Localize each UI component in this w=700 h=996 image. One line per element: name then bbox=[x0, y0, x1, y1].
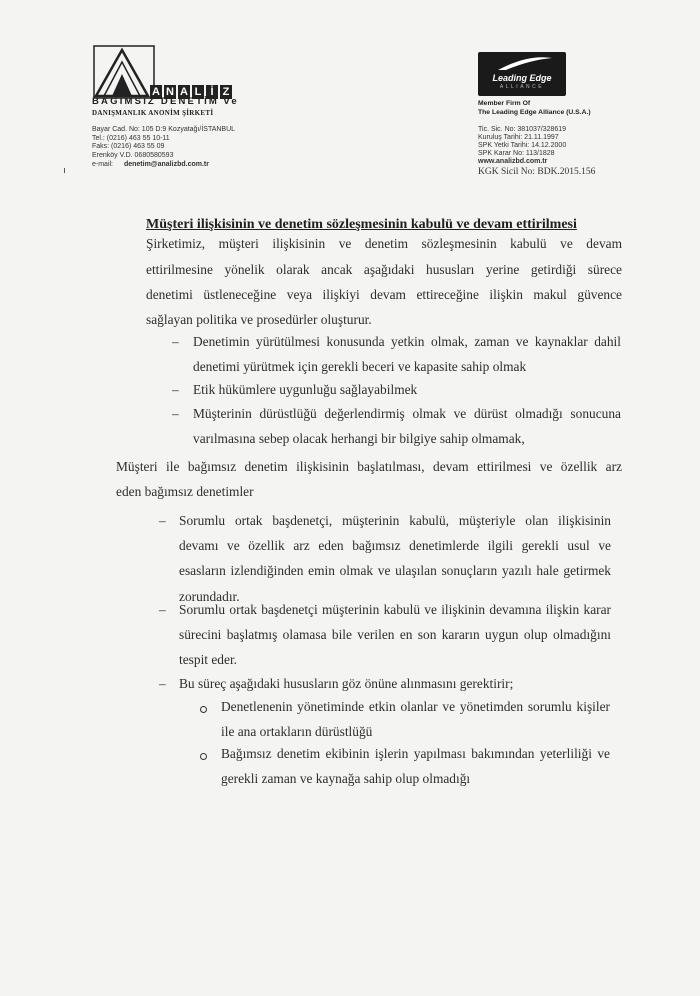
leading-edge-logo bbox=[478, 52, 566, 96]
bullet-line: sürecini başlatmış olamasa bile verilen en son kararın uygun olup olmadığını bbox=[179, 627, 611, 642]
bullet-line: tespit eder. bbox=[179, 652, 238, 667]
bullet-line: esasların izlendiğinden emin olmak ve ulaşılan sonuçların yazılı hale getirmek bbox=[179, 563, 611, 578]
kgk-registry: KGK Sicil No: BDK.2015.156 bbox=[478, 167, 596, 177]
bullet-line: varılmasına sebep olacak herhangi bir bilgiye sahip olmamak, bbox=[193, 431, 525, 446]
network-logo-sub: ALLIANCE bbox=[499, 84, 545, 90]
member-line1: Member Firm Of bbox=[478, 100, 531, 107]
fax-line: Faks: (0216) 463 55 09 bbox=[92, 143, 165, 151]
registry-line: Tic. Sic. No: 381037/328619 bbox=[478, 126, 567, 133]
intro-line: ettirilmesine yönelik olarak ancak aşağıdaki hususları yerine getirdiği sürece bbox=[146, 262, 622, 277]
registry-block bbox=[478, 126, 566, 166]
registry-line: Kuruluş Tarihi: 21.11.1997 bbox=[478, 134, 559, 141]
intro-line: sağlayan politika ve prosedürler oluşturur. bbox=[146, 312, 372, 327]
firm-name-line2: DANIŞMANLIK ANONİM ŞİRKETİ bbox=[92, 109, 214, 117]
brand-letter: L bbox=[192, 85, 204, 99]
bullet-dash-icon: – bbox=[159, 513, 166, 528]
phone-line: Tel.: (0216) 463 55 10-11 bbox=[92, 134, 170, 142]
bullet-line: Sorumlu ortak başdenetçi müşterinin kabulü ve ilişkinin devamına ilişkin karar bbox=[179, 602, 611, 617]
bullet-circle-icon bbox=[200, 753, 207, 760]
bullet-line: Bu süreç aşağıdaki hususların göz önüne alınmasını gerektirir; bbox=[179, 676, 514, 691]
email-line bbox=[92, 161, 235, 170]
bullet-dash-icon: – bbox=[159, 676, 166, 691]
intro-line: denetimi üstleneceğine veya ilişkiyi devam ettireceğine ilişkin makul güvence bbox=[146, 287, 622, 302]
section-title: Müşteri ilişkisinin ve denetim sözleşmesinin kabulü ve devam ettirilmesi bbox=[146, 217, 577, 232]
email-value: denetim@analizbd.com.tr bbox=[123, 160, 209, 168]
bullet-line: Denetimin yürütülmesi konusunda yetkin olmak, zaman ve kaynaklar dahil bbox=[193, 334, 621, 349]
sub-bullet-line: Bağımsız denetim ekibinin işlerin yapılması bakımından yeterliliği ve bbox=[221, 746, 610, 761]
bullet-circle-icon bbox=[200, 706, 207, 713]
firm-name-line1: BAĞIMSIZ DENETİM ve bbox=[92, 96, 239, 107]
brand-letter: A bbox=[178, 85, 190, 99]
swoosh-icon bbox=[478, 52, 566, 74]
brand-letter: İ bbox=[206, 85, 218, 99]
bullet-line: Müşterinin dürüstlüğü değerlendirmiş olmak ve dürüst olmadığı sonucuna bbox=[193, 406, 621, 421]
network-logo-title: Leading Edge bbox=[492, 73, 552, 83]
sub-bullet-line: ile ana ortakların dürüstlüğü bbox=[221, 724, 373, 739]
intro-line: Şirketimiz, müşteri ilişkisinin ve denetim sözleşmesinin kabulü ve devam bbox=[146, 236, 622, 251]
paragraph-line: Müşteri ile bağımsız denetim ilişkisinin başlatılması, devam ettirilmesi ve özellik arz bbox=[116, 459, 622, 474]
sub-bullet-line: gerekli zaman ve kaynağa sahip olup olmadığı bbox=[221, 771, 471, 786]
sub-bullet-line: Denetlenenin yönetiminde etkin olanlar ve yönetimden sorumlu kişiler bbox=[221, 699, 610, 714]
address-line: Bayar Cad. No: 105 D:9 Kozyatağı/İSTANBUL bbox=[92, 126, 236, 133]
member-line2: The Leading Edge Alliance (U.S.A.) bbox=[478, 109, 591, 116]
bullet-line: Etik hükümlere uygunluğu sağlayabilmek bbox=[193, 382, 418, 397]
analiz-logo bbox=[92, 44, 252, 100]
bullet-dash-icon: – bbox=[172, 406, 179, 421]
website-line: www.analizbd.com.tr bbox=[478, 158, 548, 165]
bullet-line: devamı ve özellik arz eden bağımsız denetimlerde ilgili gerekli usul ve bbox=[179, 538, 611, 553]
bullet-dash-icon: – bbox=[159, 602, 166, 617]
tax-office-line: Erenköy V.D. 0680580593 bbox=[92, 152, 174, 160]
email-label: e-mail: bbox=[92, 160, 114, 168]
bullet-dash-icon: – bbox=[172, 382, 179, 397]
bullet-line: denetimi yürütmek için gerekli beceri ve kapasite sahip olmak bbox=[193, 359, 527, 374]
brand-letter: A bbox=[150, 85, 162, 99]
scan-mark bbox=[64, 168, 65, 173]
bullet-line: Sorumlu ortak başdenetçi, müşterinin kabulü, müşteriyle olan ilişkisinin bbox=[179, 513, 611, 528]
bullet-line: zorundadır. bbox=[179, 589, 240, 604]
bullet-dash-icon: – bbox=[172, 334, 179, 349]
brand-letter: N bbox=[164, 85, 176, 99]
paragraph-line: eden bağımsız denetimler bbox=[116, 484, 254, 499]
registry-line: SPK Karar No: 113/1828 bbox=[478, 150, 555, 157]
brand-letter: Z bbox=[220, 85, 232, 99]
registry-line: SPK Yetki Tarihi: 14.12.2000 bbox=[478, 142, 567, 149]
address-block bbox=[92, 126, 235, 170]
